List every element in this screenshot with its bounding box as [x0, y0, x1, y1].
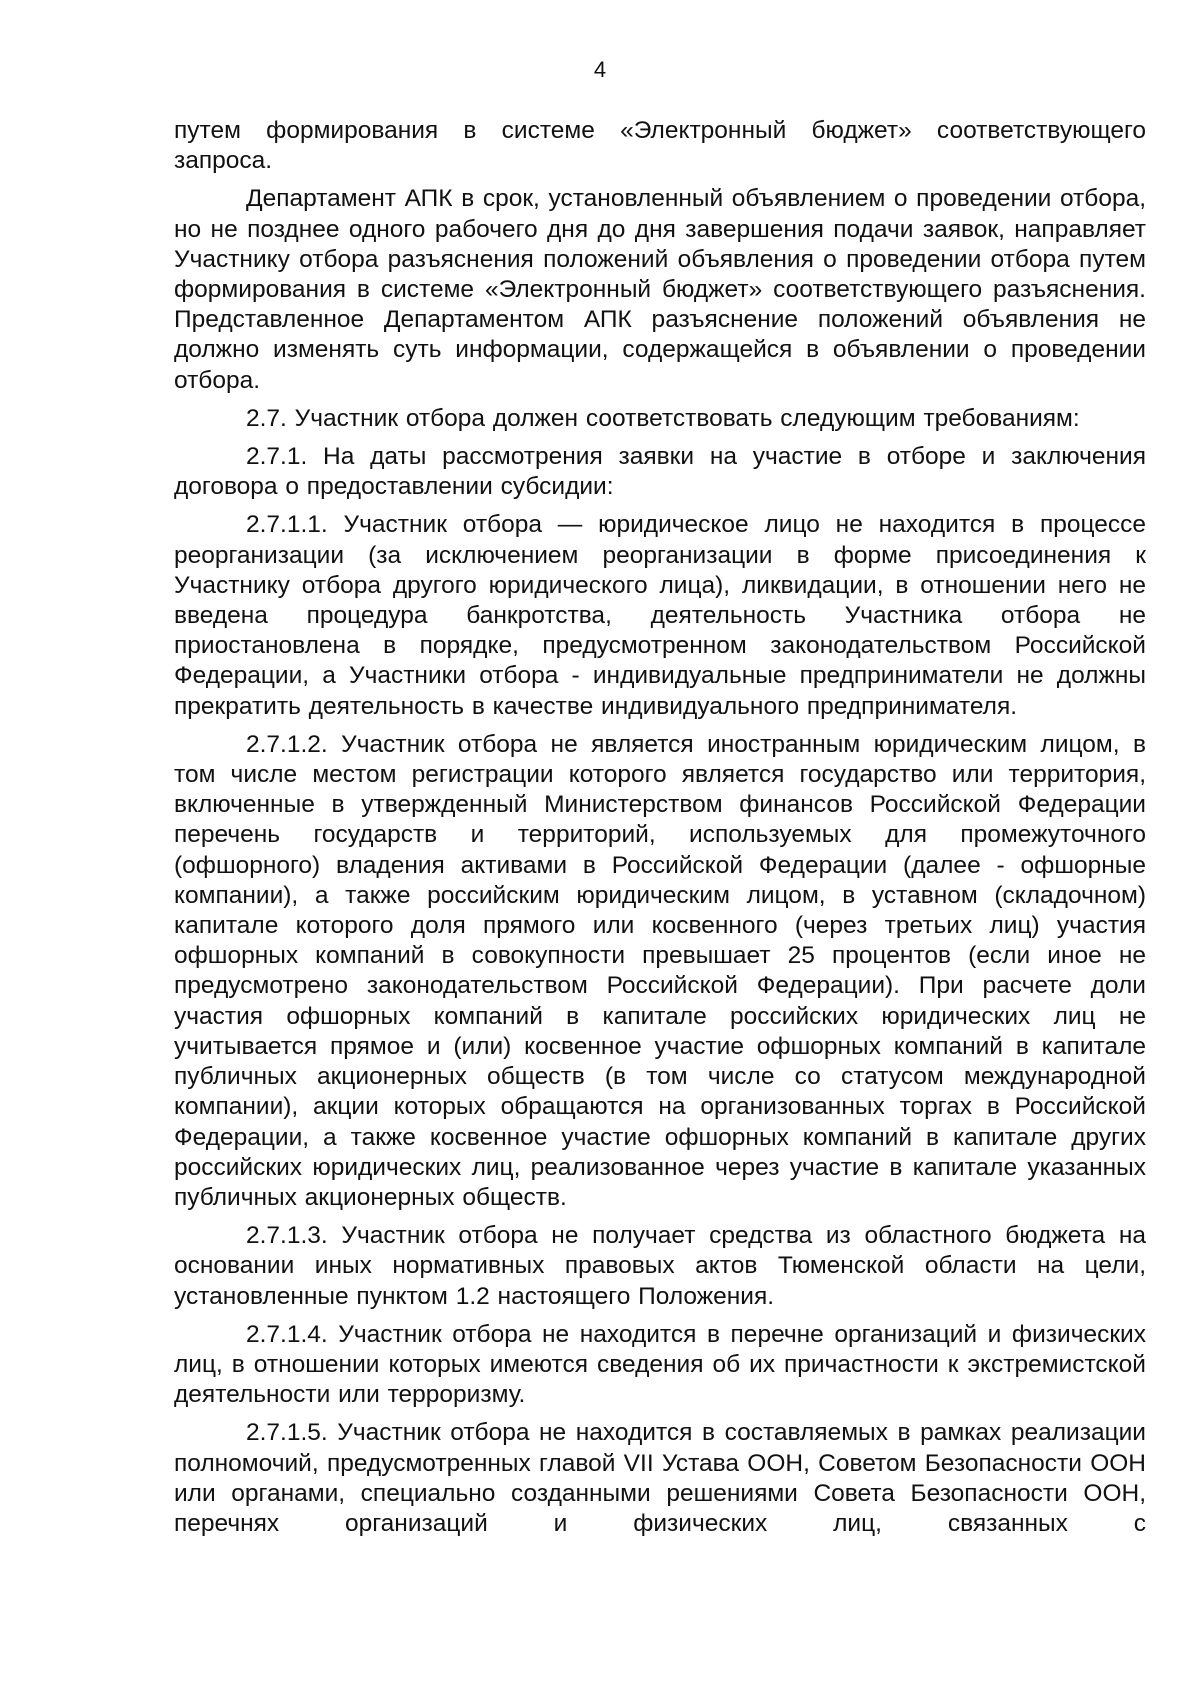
paragraph-2-7-1-5: 2.7.1.5. Участник отбора не находится в составляемых в рамках реализации полномочий, предусмотренных главой VII Устава ООН, Советом Безопасности ООН или органами, специально созданными решениями Совета Безопасности ООН, перечнях организаций и физических лиц, связанных с: [174, 1419, 1146, 1537]
paragraph-2-7-1-1: 2.7.1.1. Участник отбора — юридическое лицо не находится в процессе реорганизации (за исключением реорганизации в форме присоединения к Участнику отбора другого юридического лица), ликвидации, в отношении него не введена процедура банкротства, деятельность Участника отбора не приостановлена в порядке, предусмотренном законодательством Российской Федерации, а Участники отбора - индивидуальные предприниматели не должны прекратить деятельность в качестве индивидуального предпринимателя.: [174, 511, 1146, 720]
paragraph-continuation: путем формирования в системе «Электронный бюджет» соответствующего запроса.: [174, 117, 1146, 175]
paragraph-2-7-1-4: 2.7.1.4. Участник отбора не находится в перечне организаций и физических лиц, в отношении которых имеются сведения об их причастности к экстремистской деятельности или терроризму.: [174, 1320, 1146, 1409]
paragraph-2-7-1: 2.7.1. На даты рассмотрения заявки на участие в отборе и заключения договора о предоставлении субсидии:: [174, 443, 1146, 501]
page-number: 4: [593, 57, 607, 82]
paragraph-2-7-1-3: 2.7.1.3. Участник отбора не получает средства из областного бюджета на основании иных нормативных правовых актов Тюменской области на цели, установленные пунктом 1.2 настоящего Положения.: [174, 1222, 1146, 1310]
paragraph-2-7-1-2: 2.7.1.2. Участник отбора не является иностранным юридическим лицом, в том числе местом регистрации которого является государство или территория, включенные в утвержденный Министерством финансов Российской Федерации перечень государств и территорий, используемых для промежуточного (офшорного) владения активами в Российской Федерации (далее - офшорные компании), а также российским юридическим лицом, в уставном (складочном) капитале которого доля прямого или косвенного (через третьих лиц) участия офшорных компаний в совокупности превышает 25 процентов (если иное не предусмотрено законодательством Российской Федерации). При расчете доли участия офшорных компаний в капитале российских юридических лиц не учитывается прямое и (или) косвенное участие офшорных компаний в капитале публичных акционерных обществ (в том числе со статусом международной компании), акции которых обращаются на организованных торгах в Российской Федерации, а также косвенное участие офшорных компаний в капитале других российских юридических лиц, реализованное через участие в капитале указанных публичных акционерных обществ.: [174, 730, 1146, 1211]
document-body: [174, 116, 1146, 1547]
paragraph-department-clarification: Департамент АПК в срок, установленный объявлением о проведении отбора, но не позднее одного рабочего дня до дня завершения подачи заявок, направляет Участнику отбора разъяснения положений объявления о проведении отбора путем формирования в системе «Электронный бюджет» соответствующего разъяснения. Представленное Департаментом АПК разъяснение положений объявления не должно изменять суть информации, содержащейся в объявлении о проведении отбора.: [174, 185, 1146, 394]
paragraph-2-7: 2.7. Участник отбора должен соответствовать следующим требованиям:: [246, 404, 1080, 432]
